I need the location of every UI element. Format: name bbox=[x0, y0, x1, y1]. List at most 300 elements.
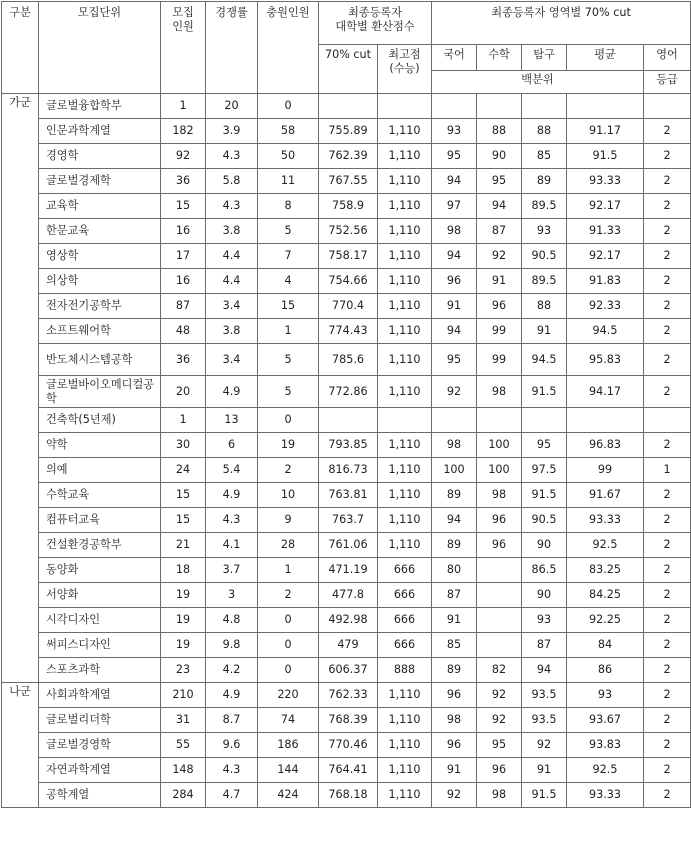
competition-cell: 4.3 bbox=[206, 194, 258, 219]
header-quota bbox=[161, 2, 206, 94]
unit-cell: 한문교육 bbox=[39, 219, 161, 244]
max-cell bbox=[378, 408, 432, 433]
avg-cell: 91.83 bbox=[567, 269, 644, 294]
avg-cell: 84 bbox=[567, 633, 644, 658]
english-cell: 2 bbox=[644, 608, 691, 633]
korean-cell: 98 bbox=[432, 433, 477, 458]
cut70-cell: 770.46 bbox=[319, 733, 378, 758]
korean-cell: 98 bbox=[432, 708, 477, 733]
math-cell: 91 bbox=[477, 269, 522, 294]
competition-cell: 4.4 bbox=[206, 244, 258, 269]
table-row bbox=[2, 683, 691, 708]
table-row bbox=[2, 433, 691, 458]
english-cell: 2 bbox=[644, 169, 691, 194]
avg-cell: 99 bbox=[567, 458, 644, 483]
cut70-cell: 754.66 bbox=[319, 269, 378, 294]
quota-cell: 19 bbox=[161, 608, 206, 633]
extra-cell: 2 bbox=[258, 458, 319, 483]
english-cell: 2 bbox=[644, 708, 691, 733]
cut70-cell: 767.55 bbox=[319, 169, 378, 194]
extra-cell: 186 bbox=[258, 733, 319, 758]
table-row bbox=[2, 508, 691, 533]
math-cell: 94 bbox=[477, 194, 522, 219]
avg-cell: 92.33 bbox=[567, 294, 644, 319]
extra-cell: 50 bbox=[258, 144, 319, 169]
competition-cell: 13 bbox=[206, 408, 258, 433]
explore-cell: 88 bbox=[522, 294, 567, 319]
korean-cell: 85 bbox=[432, 633, 477, 658]
extra-cell: 74 bbox=[258, 708, 319, 733]
math-cell bbox=[477, 408, 522, 433]
table-row bbox=[2, 319, 691, 344]
competition-cell: 4.4 bbox=[206, 269, 258, 294]
extra-cell: 5 bbox=[258, 219, 319, 244]
header-group: 구분 bbox=[2, 2, 39, 94]
max-cell: 666 bbox=[378, 583, 432, 608]
extra-cell: 19 bbox=[258, 433, 319, 458]
competition-cell: 5.8 bbox=[206, 169, 258, 194]
unit-cell: 공학계열 bbox=[39, 783, 161, 808]
avg-cell: 93.83 bbox=[567, 733, 644, 758]
cut70-cell: 762.33 bbox=[319, 683, 378, 708]
max-cell: 1,110 bbox=[378, 119, 432, 144]
quota-cell: 24 bbox=[161, 458, 206, 483]
avg-cell: 92.17 bbox=[567, 194, 644, 219]
avg-cell: 92.5 bbox=[567, 758, 644, 783]
header-korean: 국어 bbox=[432, 45, 477, 71]
korean-cell bbox=[432, 408, 477, 433]
quota-cell: 20 bbox=[161, 376, 206, 408]
unit-cell: 건축학(5년제) bbox=[39, 408, 161, 433]
table-row bbox=[2, 269, 691, 294]
quota-cell: 87 bbox=[161, 294, 206, 319]
korean-cell: 80 bbox=[432, 558, 477, 583]
table-row bbox=[2, 608, 691, 633]
cut70-cell: 785.6 bbox=[319, 344, 378, 376]
quota-cell: 148 bbox=[161, 758, 206, 783]
competition-cell: 3.4 bbox=[206, 294, 258, 319]
korean-cell: 89 bbox=[432, 483, 477, 508]
competition-cell: 3.4 bbox=[206, 344, 258, 376]
quota-cell: 15 bbox=[161, 483, 206, 508]
math-cell: 100 bbox=[477, 458, 522, 483]
quota-cell: 92 bbox=[161, 144, 206, 169]
cut70-cell: 755.89 bbox=[319, 119, 378, 144]
explore-cell: 90 bbox=[522, 533, 567, 558]
cut70-cell: 758.9 bbox=[319, 194, 378, 219]
competition-cell: 3.7 bbox=[206, 558, 258, 583]
avg-cell: 84.25 bbox=[567, 583, 644, 608]
header-extra: 충원인원 bbox=[258, 2, 319, 94]
table-row bbox=[2, 733, 691, 758]
header-avg: 평균 bbox=[567, 45, 644, 71]
extra-cell: 8 bbox=[258, 194, 319, 219]
table-row bbox=[2, 219, 691, 244]
korean-cell: 91 bbox=[432, 294, 477, 319]
avg-cell bbox=[567, 94, 644, 119]
max-cell: 1,110 bbox=[378, 219, 432, 244]
competition-cell: 4.8 bbox=[206, 608, 258, 633]
avg-cell: 93 bbox=[567, 683, 644, 708]
korean-cell: 97 bbox=[432, 194, 477, 219]
header-explore: 탐구 bbox=[522, 45, 567, 71]
max-cell: 888 bbox=[378, 658, 432, 683]
competition-cell: 20 bbox=[206, 94, 258, 119]
cut70-cell: 761.06 bbox=[319, 533, 378, 558]
cut70-cell: 492.98 bbox=[319, 608, 378, 633]
table-row bbox=[2, 294, 691, 319]
table-row bbox=[2, 94, 691, 119]
english-cell: 2 bbox=[644, 194, 691, 219]
explore-cell: 91.5 bbox=[522, 483, 567, 508]
english-cell: 2 bbox=[644, 583, 691, 608]
english-cell: 2 bbox=[644, 319, 691, 344]
cut70-cell: 763.81 bbox=[319, 483, 378, 508]
cut70-cell bbox=[319, 94, 378, 119]
extra-cell: 0 bbox=[258, 608, 319, 633]
extra-cell: 9 bbox=[258, 508, 319, 533]
explore-cell: 92 bbox=[522, 733, 567, 758]
competition-cell: 4.2 bbox=[206, 658, 258, 683]
explore-cell: 90.5 bbox=[522, 508, 567, 533]
table-row bbox=[2, 144, 691, 169]
explore-cell: 91 bbox=[522, 319, 567, 344]
extra-cell: 0 bbox=[258, 408, 319, 433]
unit-cell: 스포츠과학 bbox=[39, 658, 161, 683]
max-cell: 1,110 bbox=[378, 733, 432, 758]
avg-cell: 93.67 bbox=[567, 708, 644, 733]
math-cell: 92 bbox=[477, 244, 522, 269]
max-cell: 666 bbox=[378, 608, 432, 633]
extra-cell: 28 bbox=[258, 533, 319, 558]
quota-cell: 19 bbox=[161, 583, 206, 608]
english-cell: 1 bbox=[644, 458, 691, 483]
unit-cell: 의예 bbox=[39, 458, 161, 483]
cut70-cell: 758.17 bbox=[319, 244, 378, 269]
table-row bbox=[2, 344, 691, 376]
extra-cell: 5 bbox=[258, 376, 319, 408]
quota-cell: 1 bbox=[161, 408, 206, 433]
unit-cell: 시각디자인 bbox=[39, 608, 161, 633]
explore-cell bbox=[522, 408, 567, 433]
english-cell: 2 bbox=[644, 119, 691, 144]
unit-cell: 사회과학계열 bbox=[39, 683, 161, 708]
avg-cell: 95.83 bbox=[567, 344, 644, 376]
korean-cell: 96 bbox=[432, 269, 477, 294]
quota-cell: 15 bbox=[161, 508, 206, 533]
explore-cell: 89 bbox=[522, 169, 567, 194]
explore-cell: 94 bbox=[522, 658, 567, 683]
unit-cell: 의상학 bbox=[39, 269, 161, 294]
group-cell: 가군 bbox=[2, 94, 39, 683]
avg-cell: 91.5 bbox=[567, 144, 644, 169]
avg-cell: 83.25 bbox=[567, 558, 644, 583]
unit-cell: 전자전기공학부 bbox=[39, 294, 161, 319]
math-cell: 92 bbox=[477, 683, 522, 708]
extra-cell: 58 bbox=[258, 119, 319, 144]
math-cell: 96 bbox=[477, 533, 522, 558]
table-row bbox=[2, 708, 691, 733]
table-row bbox=[2, 558, 691, 583]
korean-cell: 92 bbox=[432, 783, 477, 808]
table-row bbox=[2, 458, 691, 483]
table-row bbox=[2, 408, 691, 433]
math-cell: 82 bbox=[477, 658, 522, 683]
math-cell: 99 bbox=[477, 344, 522, 376]
korean-cell: 93 bbox=[432, 119, 477, 144]
max-cell bbox=[378, 94, 432, 119]
max-cell: 666 bbox=[378, 558, 432, 583]
korean-cell: 95 bbox=[432, 144, 477, 169]
math-cell bbox=[477, 558, 522, 583]
extra-cell: 5 bbox=[258, 344, 319, 376]
korean-cell: 94 bbox=[432, 508, 477, 533]
math-cell: 96 bbox=[477, 508, 522, 533]
max-cell: 1,110 bbox=[378, 458, 432, 483]
group-cell: 나군 bbox=[2, 683, 39, 808]
quota-cell: 31 bbox=[161, 708, 206, 733]
competition-cell: 4.9 bbox=[206, 483, 258, 508]
english-cell: 2 bbox=[644, 533, 691, 558]
korean-cell: 95 bbox=[432, 344, 477, 376]
math-cell: 98 bbox=[477, 376, 522, 408]
quota-cell: 182 bbox=[161, 119, 206, 144]
extra-cell: 15 bbox=[258, 294, 319, 319]
avg-cell: 93.33 bbox=[567, 508, 644, 533]
header-percentile: 백분위 bbox=[432, 71, 644, 94]
unit-cell: 동양화 bbox=[39, 558, 161, 583]
table-row bbox=[2, 583, 691, 608]
max-cell: 1,110 bbox=[378, 483, 432, 508]
explore-cell: 91 bbox=[522, 758, 567, 783]
math-cell: 87 bbox=[477, 219, 522, 244]
extra-cell: 0 bbox=[258, 633, 319, 658]
avg-cell: 96.83 bbox=[567, 433, 644, 458]
math-cell bbox=[477, 583, 522, 608]
korean-cell: 89 bbox=[432, 533, 477, 558]
math-cell: 99 bbox=[477, 319, 522, 344]
unit-cell: 건설환경공학부 bbox=[39, 533, 161, 558]
max-cell: 1,110 bbox=[378, 144, 432, 169]
extra-cell: 4 bbox=[258, 269, 319, 294]
table-row bbox=[2, 783, 691, 808]
unit-cell: 서양화 bbox=[39, 583, 161, 608]
korean-cell: 96 bbox=[432, 683, 477, 708]
korean-cell: 96 bbox=[432, 733, 477, 758]
table-row bbox=[2, 119, 691, 144]
korean-cell: 94 bbox=[432, 169, 477, 194]
english-cell: 2 bbox=[644, 244, 691, 269]
quota-cell: 284 bbox=[161, 783, 206, 808]
unit-cell: 인문과학계열 bbox=[39, 119, 161, 144]
korean-cell: 94 bbox=[432, 244, 477, 269]
english-cell bbox=[644, 94, 691, 119]
quota-cell: 21 bbox=[161, 533, 206, 558]
avg-cell bbox=[567, 408, 644, 433]
math-cell: 92 bbox=[477, 708, 522, 733]
unit-cell: 글로벌경제학 bbox=[39, 169, 161, 194]
unit-cell: 소프트웨어학 bbox=[39, 319, 161, 344]
english-cell: 2 bbox=[644, 144, 691, 169]
competition-cell: 4.1 bbox=[206, 533, 258, 558]
explore-cell: 87 bbox=[522, 633, 567, 658]
math-cell bbox=[477, 608, 522, 633]
math-cell: 98 bbox=[477, 783, 522, 808]
header-max bbox=[378, 45, 432, 94]
competition-cell: 4.9 bbox=[206, 683, 258, 708]
cut70-cell: 772.86 bbox=[319, 376, 378, 408]
max-cell: 1,110 bbox=[378, 319, 432, 344]
competition-cell: 4.3 bbox=[206, 144, 258, 169]
math-cell: 90 bbox=[477, 144, 522, 169]
unit-cell: 영상학 bbox=[39, 244, 161, 269]
english-cell: 2 bbox=[644, 733, 691, 758]
table-row bbox=[2, 244, 691, 269]
quota-cell: 17 bbox=[161, 244, 206, 269]
cut70-cell: 477.8 bbox=[319, 583, 378, 608]
korean-cell: 94 bbox=[432, 319, 477, 344]
avg-cell: 92.5 bbox=[567, 533, 644, 558]
english-cell: 2 bbox=[644, 269, 691, 294]
table-row bbox=[2, 633, 691, 658]
max-cell: 1,110 bbox=[378, 433, 432, 458]
english-cell: 2 bbox=[644, 508, 691, 533]
english-cell: 2 bbox=[644, 219, 691, 244]
unit-cell: 글로벌융합학부 bbox=[39, 94, 161, 119]
header-grade: 등급 bbox=[644, 71, 691, 94]
header-english: 영어 bbox=[644, 45, 691, 71]
cut70-cell: 816.73 bbox=[319, 458, 378, 483]
math-cell bbox=[477, 633, 522, 658]
quota-cell: 18 bbox=[161, 558, 206, 583]
korean-cell: 89 bbox=[432, 658, 477, 683]
competition-cell: 5.4 bbox=[206, 458, 258, 483]
quota-cell: 210 bbox=[161, 683, 206, 708]
explore-cell: 93.5 bbox=[522, 683, 567, 708]
header-math: 수학 bbox=[477, 45, 522, 71]
explore-cell: 97.5 bbox=[522, 458, 567, 483]
cut70-cell: 764.41 bbox=[319, 758, 378, 783]
cut70-cell: 471.19 bbox=[319, 558, 378, 583]
avg-cell: 91.33 bbox=[567, 219, 644, 244]
unit-cell: 수학교육 bbox=[39, 483, 161, 508]
explore-cell: 94.5 bbox=[522, 344, 567, 376]
english-cell: 2 bbox=[644, 294, 691, 319]
quota-cell: 48 bbox=[161, 319, 206, 344]
header-cut70: 70% cut bbox=[319, 45, 378, 94]
table-row bbox=[2, 483, 691, 508]
unit-cell: 글로벌바이오메디컬공학 bbox=[39, 376, 161, 408]
extra-cell: 220 bbox=[258, 683, 319, 708]
explore-cell: 88 bbox=[522, 119, 567, 144]
extra-cell: 11 bbox=[258, 169, 319, 194]
explore-cell: 85 bbox=[522, 144, 567, 169]
unit-cell: 써피스디자인 bbox=[39, 633, 161, 658]
quota-cell: 16 bbox=[161, 219, 206, 244]
avg-cell: 94.5 bbox=[567, 319, 644, 344]
max-cell: 1,110 bbox=[378, 294, 432, 319]
table-row bbox=[2, 194, 691, 219]
cut70-cell: 768.18 bbox=[319, 783, 378, 808]
english-cell: 2 bbox=[644, 558, 691, 583]
english-cell: 2 bbox=[644, 683, 691, 708]
extra-cell: 424 bbox=[258, 783, 319, 808]
korean-cell: 98 bbox=[432, 219, 477, 244]
table-row bbox=[2, 169, 691, 194]
max-cell: 666 bbox=[378, 633, 432, 658]
max-cell: 1,110 bbox=[378, 783, 432, 808]
cut70-cell: 774.43 bbox=[319, 319, 378, 344]
competition-cell: 4.7 bbox=[206, 783, 258, 808]
extra-cell: 2 bbox=[258, 583, 319, 608]
explore-cell: 86.5 bbox=[522, 558, 567, 583]
korean-cell: 87 bbox=[432, 583, 477, 608]
competition-cell: 9.6 bbox=[206, 733, 258, 758]
avg-cell: 93.33 bbox=[567, 783, 644, 808]
korean-cell: 91 bbox=[432, 608, 477, 633]
extra-cell: 1 bbox=[258, 319, 319, 344]
competition-cell: 3.9 bbox=[206, 119, 258, 144]
korean-cell: 91 bbox=[432, 758, 477, 783]
avg-cell: 92.17 bbox=[567, 244, 644, 269]
unit-cell: 반도체시스템공학 bbox=[39, 344, 161, 376]
math-cell: 98 bbox=[477, 483, 522, 508]
avg-cell: 93.33 bbox=[567, 169, 644, 194]
unit-cell: 글로벌리더학 bbox=[39, 708, 161, 733]
table-row bbox=[2, 376, 691, 408]
max-cell: 1,110 bbox=[378, 169, 432, 194]
math-cell: 88 bbox=[477, 119, 522, 144]
header-area-cut: 최종등록자 영역별 70% cut bbox=[432, 2, 691, 45]
english-cell: 2 bbox=[644, 758, 691, 783]
quota-cell: 15 bbox=[161, 194, 206, 219]
explore-cell: 91.5 bbox=[522, 783, 567, 808]
max-cell: 1,110 bbox=[378, 758, 432, 783]
unit-cell: 글로벌경영학 bbox=[39, 733, 161, 758]
explore-cell: 93 bbox=[522, 219, 567, 244]
max-cell: 1,110 bbox=[378, 269, 432, 294]
quota-cell: 19 bbox=[161, 633, 206, 658]
math-cell bbox=[477, 94, 522, 119]
quota-cell: 23 bbox=[161, 658, 206, 683]
competition-cell: 6 bbox=[206, 433, 258, 458]
unit-cell: 컴퓨터교육 bbox=[39, 508, 161, 533]
max-cell: 1,110 bbox=[378, 533, 432, 558]
explore-cell: 91.5 bbox=[522, 376, 567, 408]
extra-cell: 10 bbox=[258, 483, 319, 508]
header-competition: 경쟁률 bbox=[206, 2, 258, 94]
explore-cell bbox=[522, 94, 567, 119]
max-cell: 1,110 bbox=[378, 508, 432, 533]
header-max-label: 최고점 (수능) bbox=[388, 48, 421, 75]
cut70-cell: 763.7 bbox=[319, 508, 378, 533]
max-cell: 1,110 bbox=[378, 344, 432, 376]
table-row bbox=[2, 758, 691, 783]
competition-cell: 4.3 bbox=[206, 758, 258, 783]
cut70-cell: 752.56 bbox=[319, 219, 378, 244]
table-row bbox=[2, 658, 691, 683]
cut70-cell: 606.37 bbox=[319, 658, 378, 683]
english-cell: 2 bbox=[644, 376, 691, 408]
explore-cell: 89.5 bbox=[522, 269, 567, 294]
quota-cell: 16 bbox=[161, 269, 206, 294]
english-cell: 2 bbox=[644, 658, 691, 683]
unit-cell: 약학 bbox=[39, 433, 161, 458]
max-cell: 1,110 bbox=[378, 244, 432, 269]
avg-cell: 91.67 bbox=[567, 483, 644, 508]
unit-cell: 자연과학계열 bbox=[39, 758, 161, 783]
competition-cell: 9.8 bbox=[206, 633, 258, 658]
